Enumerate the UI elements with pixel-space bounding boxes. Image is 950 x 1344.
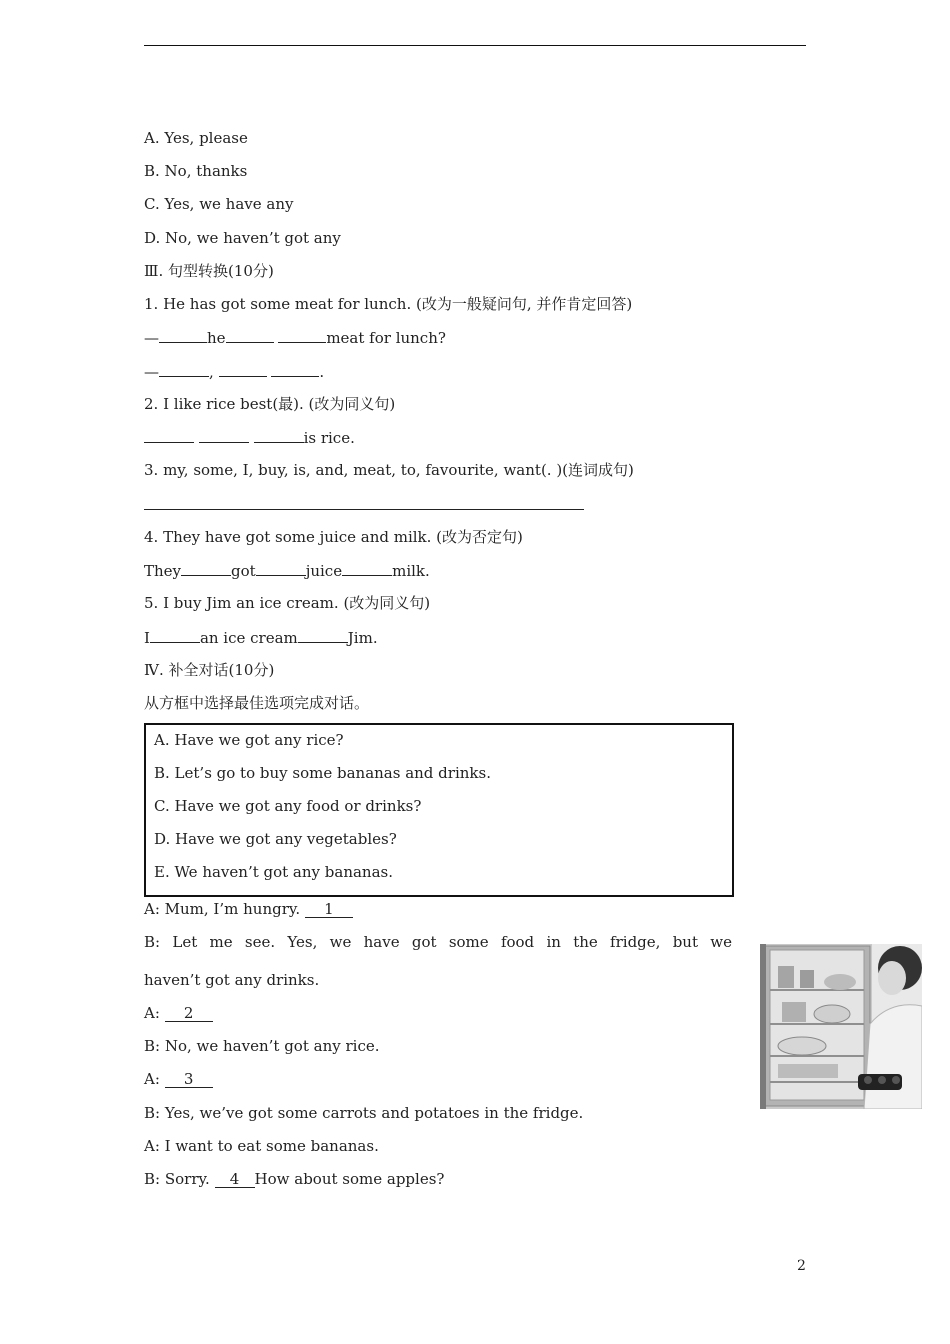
q4-answer-line — [144, 561, 430, 580]
blank[interactable] — [159, 362, 209, 377]
box-option-e: E. We haven’t got any bananas. — [154, 863, 393, 881]
box-option-a: A. Have we got any rice? — [154, 731, 344, 749]
separator: , — [209, 363, 214, 381]
blank[interactable] — [254, 428, 304, 443]
blank[interactable] — [199, 428, 249, 443]
section-4-title: Ⅳ. 补全对话(10分) — [144, 661, 275, 679]
word: juice — [305, 562, 343, 580]
dialogue-line-6: B: Yes, we’ve got some carrots and potatoes in the fridge. — [144, 1104, 584, 1122]
q2-answer-line — [144, 428, 355, 447]
speaker: A: — [144, 1070, 160, 1088]
answer-blank-4[interactable]: 4 — [215, 1171, 255, 1188]
dialogue-text: B: Sorry. — [144, 1170, 210, 1188]
word: milk. — [392, 562, 430, 580]
page-number: 2 — [797, 1258, 806, 1274]
word: got — [231, 562, 256, 580]
question-3: 3. my, some, I, buy, is, and, meat, to, favourite, want(. )(连词成句) — [144, 461, 634, 479]
dialogue-line-1 — [144, 900, 353, 918]
blank[interactable] — [144, 428, 194, 443]
blank[interactable] — [256, 561, 306, 576]
dialogue-line-3 — [144, 1004, 213, 1022]
question-2: 2. I like rice best(最). (改为同义句) — [144, 395, 396, 413]
word: They — [144, 562, 182, 580]
fridge-photo — [760, 944, 922, 1109]
word: an ice cream — [199, 629, 298, 647]
dash: — — [144, 363, 159, 381]
q1-answer-line-1 — [144, 328, 446, 347]
option-b: B. No, thanks — [144, 162, 248, 180]
blank[interactable] — [342, 561, 392, 576]
box-option-b: B. Let’s go to buy some bananas and drinks. — [154, 764, 491, 782]
speaker: A: — [144, 1004, 160, 1022]
box-option-d: D. Have we got any vegetables? — [154, 830, 397, 848]
options-box — [144, 723, 734, 897]
question-1: 1. He has got some meat for lunch. (改为一般疑问句, 并作肯定回答) — [144, 295, 633, 313]
blank[interactable] — [298, 628, 348, 643]
dialogue-line-7: A: I want to eat some bananas. — [144, 1137, 379, 1155]
option-a: A. Yes, please — [144, 129, 248, 147]
dialogue-text: A: Mum, I’m hungry. — [144, 900, 301, 918]
word: meat for lunch? — [326, 329, 446, 347]
dialogue-text: How about some apples? — [254, 1170, 445, 1188]
word: he — [207, 329, 226, 347]
header-rule — [144, 45, 806, 46]
dialogue-line-2a: B: Let me see. Yes, we have got some food in the fridge, but we — [144, 933, 732, 951]
blank[interactable] — [219, 362, 267, 377]
dialogue-line-5 — [144, 1070, 213, 1088]
dialogue-line-8 — [144, 1170, 444, 1188]
answer-blank-1[interactable]: 1 — [305, 901, 353, 918]
word: I — [144, 629, 150, 647]
fridge-illustration — [760, 944, 922, 1109]
answer-blank-2[interactable]: 2 — [165, 1005, 213, 1022]
blank[interactable] — [150, 628, 200, 643]
dialogue-line-4: B: No, we haven’t got any rice. — [144, 1037, 380, 1055]
section-4-instruction: 从方框中选择最佳选项完成对话。 — [144, 694, 370, 712]
section-3-title: Ⅲ. 句型转换(10分) — [144, 262, 274, 280]
answer-blank-3[interactable]: 3 — [165, 1071, 213, 1088]
blank[interactable] — [271, 362, 319, 377]
blank[interactable] — [226, 328, 274, 343]
period: . — [319, 363, 325, 381]
box-option-c: C. Have we got any food or drinks? — [154, 797, 422, 815]
blank[interactable] — [144, 495, 584, 510]
question-4: 4. They have got some juice and milk. (改为否定句) — [144, 528, 523, 546]
dialogue-line-2b: haven’t got any drinks. — [144, 971, 320, 989]
blank[interactable] — [278, 328, 326, 343]
option-c: C. Yes, we have any — [144, 195, 294, 213]
question-5: 5. I buy Jim an ice cream. (改为同义句) — [144, 594, 431, 612]
word: is rice. — [303, 429, 355, 447]
q5-answer-line — [144, 628, 378, 647]
option-d: D. No, we haven’t got any — [144, 229, 341, 247]
q3-answer-line — [144, 495, 584, 514]
blank[interactable] — [159, 328, 207, 343]
blank[interactable] — [181, 561, 231, 576]
dash: — — [144, 329, 159, 347]
word: Jim. — [347, 629, 378, 647]
q1-answer-line-2 — [144, 362, 324, 381]
